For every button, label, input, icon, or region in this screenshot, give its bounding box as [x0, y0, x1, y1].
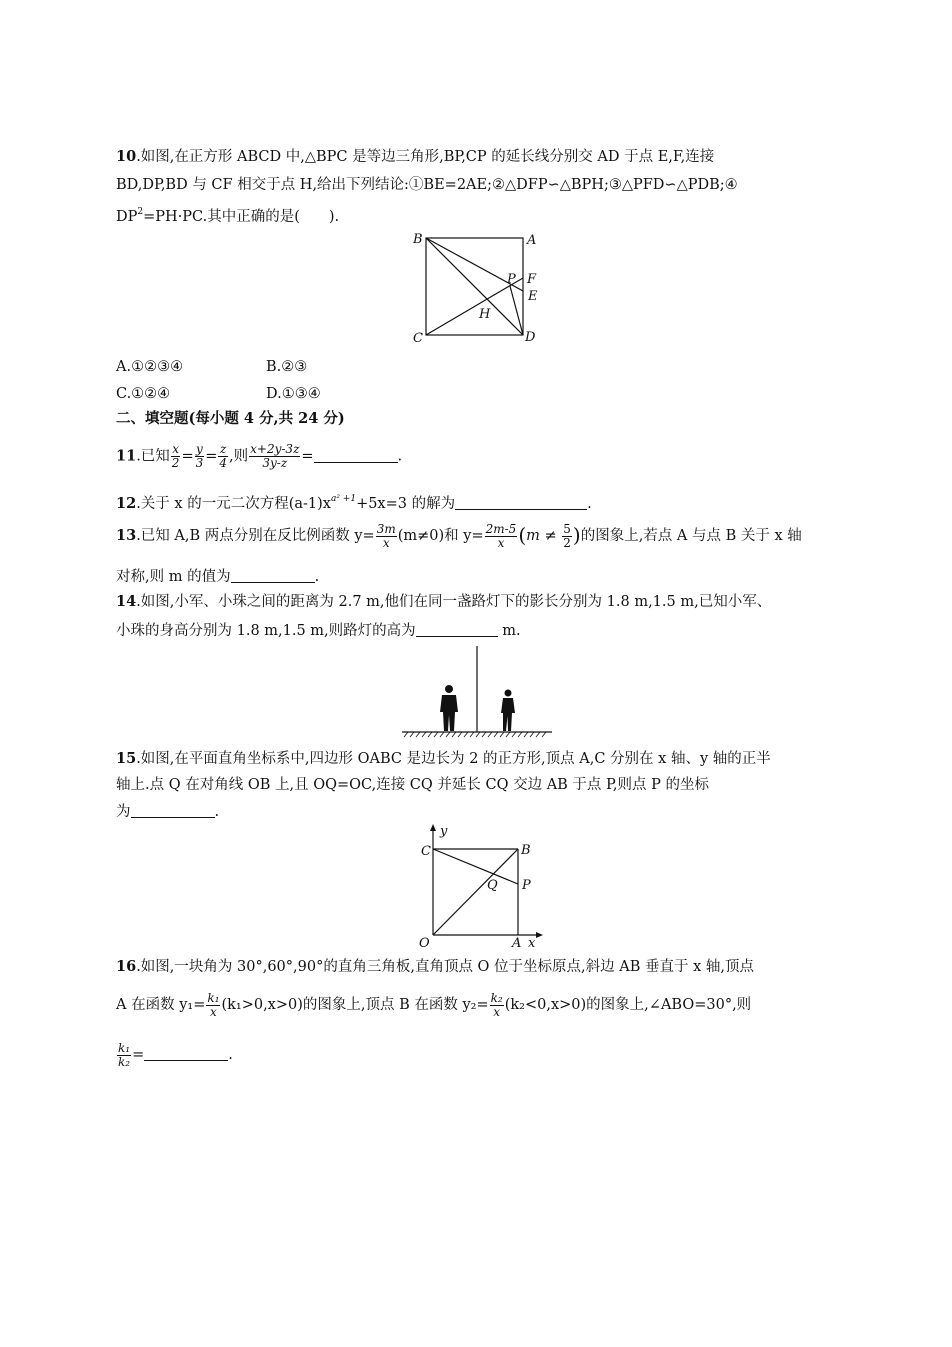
q11-f2-den: 3	[195, 456, 204, 470]
q11-frac-1	[171, 443, 181, 470]
q13-answer-blank[interactable]	[231, 566, 315, 583]
q13-paren-open: (	[518, 523, 527, 547]
q10-line2	[116, 175, 738, 195]
line-cp	[433, 849, 518, 884]
q15-text-2: 轴上.点 Q 在对角线 OB 上,且 OQ=OC,连接 CQ 并延长 CQ 交边 AB 于点 P,则点 P 的坐标	[116, 777, 709, 793]
q12-end: .	[587, 496, 592, 512]
q11-f3-num: z	[220, 442, 227, 456]
q15-line2	[116, 775, 709, 795]
y-axis-arrow-icon	[430, 824, 436, 831]
label-c2: C	[421, 844, 431, 859]
q13-post: 的图象上,若点 A 与点 B 关于 x 轴	[580, 528, 802, 544]
q13-f2-num: 2m-5	[485, 521, 517, 536]
q16-text-2a: A 在函数 y₁=	[116, 997, 206, 1013]
q16-f1-num: k₁	[207, 990, 220, 1005]
q13-f3-num: 5	[563, 521, 571, 536]
label-f: F	[527, 272, 537, 287]
q11-f1-num: x	[172, 442, 179, 456]
label-p2: P	[522, 878, 531, 893]
q16-line3	[116, 1041, 233, 1069]
q13-end: .	[314, 569, 320, 585]
q16-text-2c: (k₂<0,x>0)的图象上,∠ABO=30°,则	[504, 997, 752, 1013]
q11-eq1: =	[181, 448, 194, 465]
q16-f1-den: x	[210, 1004, 217, 1019]
q11-answer-blank[interactable]	[314, 446, 398, 463]
q11-frac-3	[218, 443, 228, 470]
option-d: D.①③④	[266, 386, 321, 402]
q10-sup: 2	[137, 207, 144, 217]
q16-end: .	[228, 1047, 233, 1063]
q12-sup: a² +1	[330, 494, 357, 504]
q15-text-3: 为	[116, 804, 131, 820]
q10-text-3a: DP	[116, 209, 138, 225]
q13-pre: .已知 A,B 两点分别在反比例函数 y=	[136, 528, 375, 544]
q13-paren-close: )	[572, 523, 581, 547]
ground-hatch	[404, 732, 546, 737]
q14-line1	[116, 592, 771, 612]
option-a: A.①②③④	[116, 359, 184, 375]
q11-frac-2	[195, 443, 205, 470]
q10-line1	[116, 147, 714, 167]
q16-frac-2	[490, 992, 504, 1019]
line-cf	[426, 278, 523, 335]
label-a2: A	[512, 936, 522, 951]
q13-f2-den: x	[497, 535, 505, 550]
diagonal-ob	[433, 849, 518, 935]
label-y: y	[440, 824, 448, 839]
q16-text-1: .如图,一块角为 30°,60°,90°的直角三角板,直角顶点 O 位于坐标原点,斜边 AB 垂直于 x 轴,顶点	[136, 959, 755, 975]
q11-number: 11	[116, 447, 137, 465]
q10-text-1: .如图,在正方形 ABCD 中,△BPC 是等边三角形,BP,CP 的延长线分别交 AD 于点 E,F,连接	[136, 149, 715, 165]
q15-line1	[116, 749, 771, 769]
q10-line3	[116, 202, 339, 227]
option-b: B.②③	[266, 359, 308, 375]
q12-number: 12	[116, 495, 137, 512]
label-e: E	[528, 289, 538, 304]
q13-text-2: 对称,则 m 的值为	[116, 569, 231, 585]
q11-eq2: =	[205, 448, 218, 465]
q11-mid: ,则	[229, 448, 249, 465]
q14-text-1: .如图,小军、小珠之间的距离为 2.7 m,他们在同一盏路灯下的影长分别为 1.8 m,1.5 m,已知小军、	[136, 594, 772, 610]
q11-f3-den: 4	[219, 456, 228, 470]
q13-paren-pre: m ≠	[526, 528, 562, 544]
line-be	[426, 238, 523, 291]
q16-f3-num: k₁	[118, 1040, 131, 1055]
q13-frac-1	[376, 523, 397, 550]
q16-text-2b: (k₁>0,x>0)的图象上,顶点 B 在函数 y₂=	[221, 997, 489, 1013]
q16-answer-blank[interactable]	[144, 1044, 228, 1061]
person-xiaozhu-icon	[501, 690, 515, 732]
label-a: A	[527, 233, 537, 248]
q12-answer-blank[interactable]	[455, 493, 587, 510]
q10-text-2: BD,DP,BD 与 CF 相交于点 H,给出下列结论:①BE=2AE;②△DFP∽△BPH;③△PFD∽△PDB;④	[116, 177, 738, 193]
q13-line2	[116, 566, 319, 587]
q11-post: =	[301, 448, 314, 465]
label-p: P	[507, 272, 516, 287]
q11-f1-den: 2	[171, 456, 180, 470]
q13-frac-3	[562, 523, 572, 550]
q14-line2	[116, 620, 521, 641]
label-h: H	[479, 307, 491, 322]
q16-number: 16	[116, 958, 137, 975]
person-xiaojun-icon	[440, 685, 458, 731]
label-q: Q	[487, 878, 498, 893]
q11-line	[116, 443, 402, 470]
q15-text-1: .如图,在平面直角坐标系中,四边形 OABC 是边长为 2 的正方形,顶点 A,C 分别在 x 轴、y 轴的正半	[136, 751, 771, 767]
q16-f2-den: x	[493, 1004, 501, 1019]
q12-pre: .关于 x 的一元二次方程(a-1)x	[136, 496, 331, 512]
q10-number: 10	[116, 148, 137, 165]
q10-text-3b: =PH·PC.其中正确的是( ).	[143, 209, 340, 225]
q13-f1-den: x	[382, 535, 390, 550]
q14-text-2: 小珠的身高分别为 1.8 m,1.5 m,则路灯的高为	[116, 623, 416, 639]
q10-options-row1	[116, 357, 307, 377]
line-pd	[510, 286, 523, 335]
q13-frac-2	[485, 523, 518, 550]
q11-f2-num: y	[196, 442, 203, 456]
q15-number: 15	[116, 750, 137, 767]
q13-f1-num: 3m	[376, 521, 396, 536]
q14-number: 14	[116, 593, 137, 610]
section-heading: 二、填空题(每小题 4 分,共 24 分)	[116, 410, 345, 427]
q13-line1	[116, 521, 802, 550]
q13-number: 13	[116, 527, 137, 544]
q16-f3-den: k₂	[118, 1054, 131, 1069]
q12-line	[116, 489, 592, 514]
q10-options-row2	[116, 384, 321, 404]
label-o: O	[419, 936, 430, 951]
option-c: C.①②④	[116, 386, 171, 402]
q16-line1	[116, 957, 754, 977]
label-d: D	[525, 330, 536, 345]
q16-frac-3	[117, 1042, 131, 1069]
q15-answer-blank[interactable]	[131, 801, 215, 818]
label-b: B	[413, 232, 423, 247]
line-bd	[426, 238, 523, 335]
q12-post: +5x=3 的解为	[356, 496, 456, 512]
label-x: x	[528, 936, 536, 951]
q11-f4-den: 3y-z	[262, 456, 288, 470]
q16-frac-1	[206, 992, 220, 1019]
q16-post: =	[132, 1047, 145, 1063]
q11-end: .	[397, 448, 403, 465]
q11-f4-num: x+2y-3z	[250, 442, 300, 456]
q14-unit: m.	[497, 623, 521, 639]
q16-line2	[116, 991, 751, 1019]
label-b2: B	[521, 843, 531, 858]
q14-answer-blank[interactable]	[416, 620, 498, 637]
q16-f2-num: k₂	[490, 990, 503, 1005]
square-abcd	[426, 238, 523, 335]
q11-frac-4	[249, 443, 300, 470]
q15-line3	[116, 801, 219, 822]
label-c: C	[413, 331, 423, 346]
x-axis-arrow-icon	[536, 932, 543, 938]
q15-end: .	[214, 804, 220, 820]
q13-mid1: (m≠0)和 y=	[397, 528, 484, 544]
q11-pre: .已知	[136, 448, 170, 465]
q13-f3-den: 2	[563, 535, 571, 550]
